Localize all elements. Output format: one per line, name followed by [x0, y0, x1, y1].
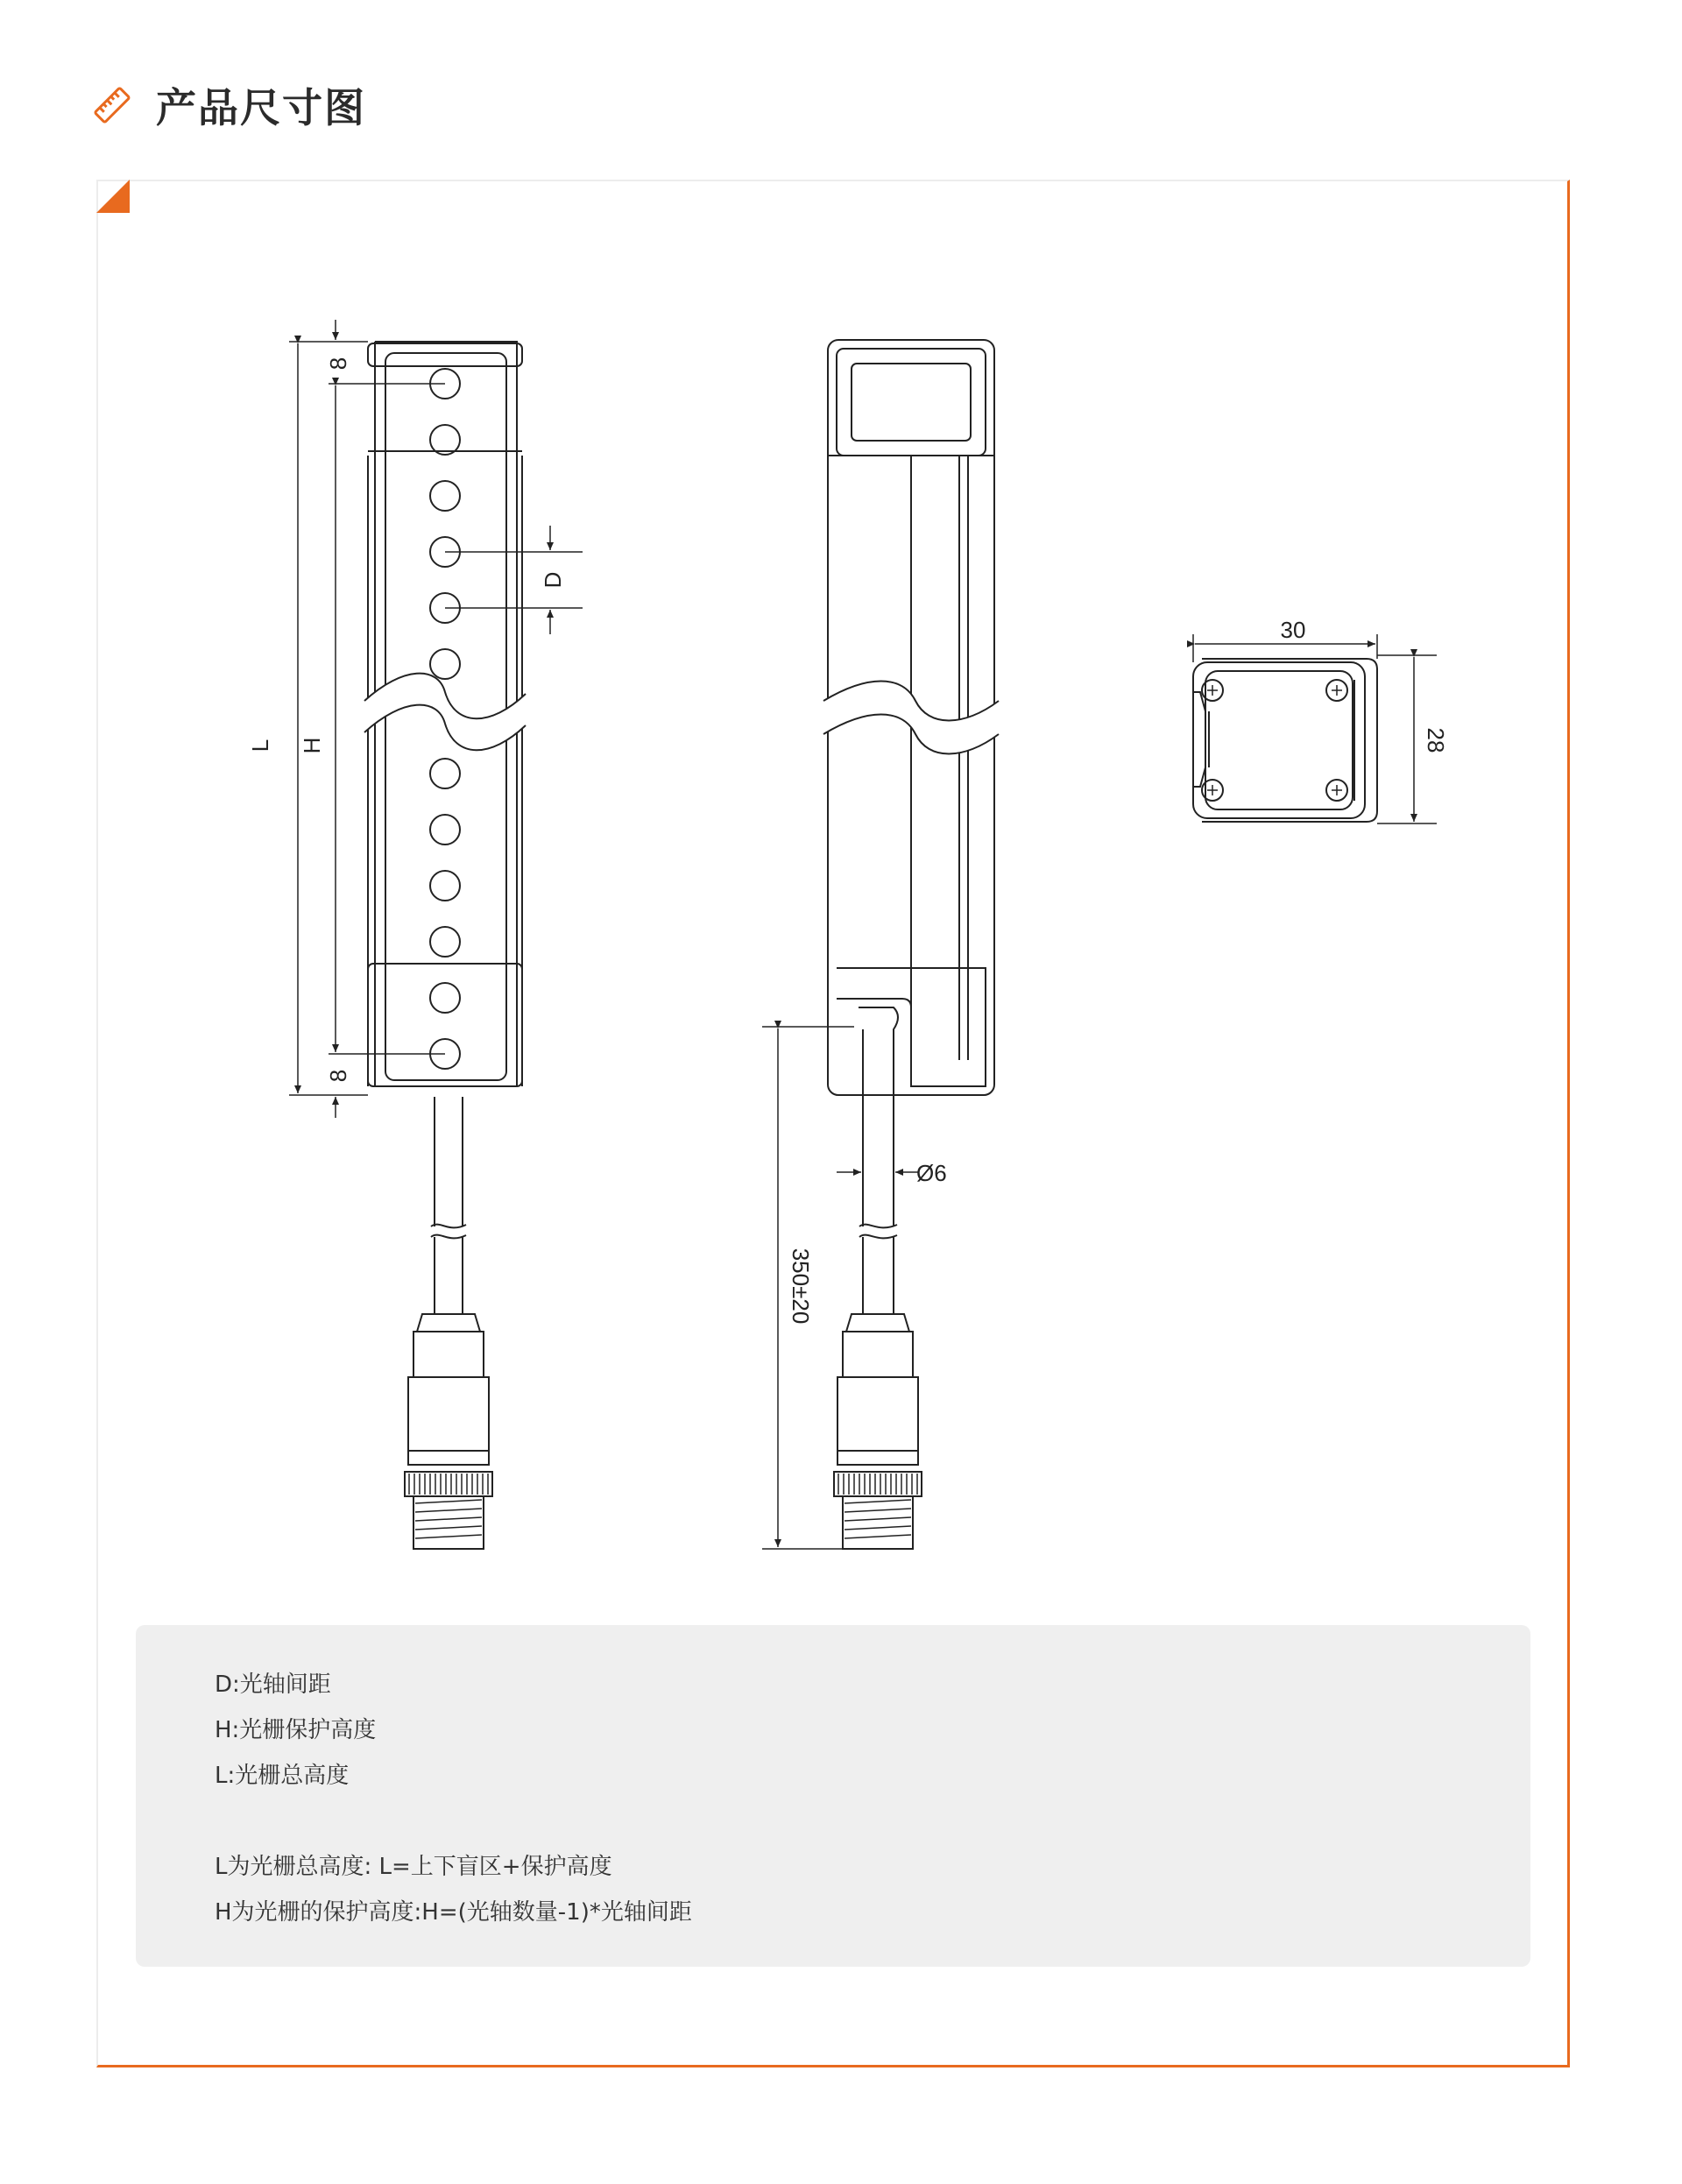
side-cable [834, 1007, 922, 1549]
front-break [364, 674, 526, 751]
front-cable [405, 1097, 492, 1549]
formula-l: L为光栅总高度: L=上下盲区+保护高度 [215, 1854, 612, 1880]
top-width-label: 30 [1280, 617, 1306, 643]
front-connector-knurl [409, 1474, 488, 1538]
side-connector-knurl [838, 1474, 917, 1538]
cable-diameter-label: Ø6 [916, 1160, 947, 1186]
protect-height-label: H [299, 737, 325, 754]
top-view-screws [1202, 680, 1347, 801]
notes-box [136, 1625, 1530, 1967]
bottom-blind-label: 8 [325, 1069, 351, 1083]
spacing-label: D [540, 571, 566, 589]
front-dimensions [289, 320, 583, 1118]
formula-h: H为光栅的保护高度:H=(光轴数量-1)*光轴间距 [215, 1899, 692, 1926]
note-h: H:光栅保护高度 [215, 1717, 377, 1743]
side-dimensions [762, 1027, 918, 1549]
page-title: 产品尺寸图 [156, 84, 366, 131]
top-depth-label: 28 [1423, 727, 1449, 753]
note-l: L:光栅总高度 [215, 1763, 350, 1789]
note-d: D:光轴间距 [215, 1672, 331, 1698]
total-height-label: L [247, 739, 273, 753]
note-spacer [215, 1799, 1530, 1844]
top-blind-label: 8 [325, 357, 351, 371]
cable-length-label: 350±20 [788, 1247, 814, 1325]
